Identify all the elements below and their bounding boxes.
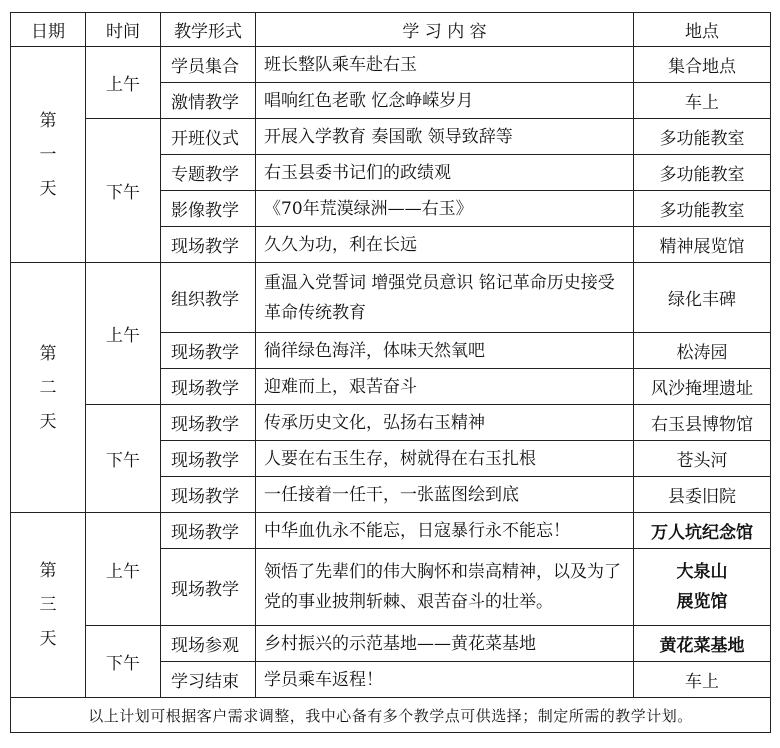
location-cell: 右玉县博物馆 <box>634 405 771 441</box>
half-day-label: 下午 <box>86 405 161 513</box>
day-label: 第三天 <box>11 513 86 698</box>
form-cell: 现场教学 <box>161 333 256 369</box>
content-cell: 右玉县委书记们的政绩观 <box>256 155 634 191</box>
content-cell: 领悟了先辈们的伟大胸怀和崇高精神，以及为了党的事业披荆斩棘、艰苦奋斗的壮举。 <box>256 549 634 626</box>
form-cell: 现场教学 <box>161 405 256 441</box>
location-cell: 松涛园 <box>634 333 771 369</box>
location-cell: 车上 <box>634 83 771 119</box>
footer-row <box>11 698 771 733</box>
form-cell: 激情教学 <box>161 83 256 119</box>
location-cell: 多功能教室 <box>634 155 771 191</box>
table-row <box>11 263 771 333</box>
header-location: 地点 <box>634 13 771 47</box>
header-row <box>11 13 771 47</box>
content-cell: 人要在右玉生存，树就得在右玉扎根 <box>256 441 634 477</box>
content-cell: 乡村振兴的示范基地——黄花菜基地 <box>256 626 634 662</box>
content-cell: 学员乘车返程！ <box>256 662 634 698</box>
location-cell: 黄花菜基地 <box>634 626 771 662</box>
location-text: 大泉山展览馆 <box>676 562 728 612</box>
table-row <box>11 626 771 662</box>
form-cell: 现场教学 <box>161 549 256 626</box>
content-cell: 班长整队乘车赴右玉 <box>256 47 634 83</box>
table-row <box>11 513 771 549</box>
form-cell: 现场教学 <box>161 477 256 513</box>
content-cell: 中华血仇永不能忘，日寇暴行永不能忘！ <box>256 513 634 549</box>
location-cell: 车上 <box>634 662 771 698</box>
half-day-label: 上午 <box>86 263 161 405</box>
content-cell: 唱响红色老歌 忆念峥嵘岁月 <box>256 83 634 119</box>
content-cell: 重温入党誓词 增强党员意识 铭记革命历史接受革命传统教育 <box>256 263 634 333</box>
form-cell: 开班仪式 <box>161 119 256 155</box>
header-form: 教学形式 <box>161 13 256 47</box>
table-row <box>11 405 771 441</box>
schedule-table <box>10 12 771 733</box>
form-cell: 影像教学 <box>161 191 256 227</box>
location-cell: 绿化丰碑 <box>634 263 771 333</box>
form-cell: 现场参观 <box>161 626 256 662</box>
location-cell: 集合地点 <box>634 47 771 83</box>
form-cell: 现场教学 <box>161 441 256 477</box>
form-cell: 组织教学 <box>161 263 256 333</box>
half-day-label: 上午 <box>86 47 161 119</box>
location-cell: 县委旧院 <box>634 477 771 513</box>
half-day-label: 上午 <box>86 513 161 626</box>
form-cell: 学员集合 <box>161 47 256 83</box>
form-cell: 现场教学 <box>161 513 256 549</box>
content-cell: 一任接着一任干，一张蓝图绘到底 <box>256 477 634 513</box>
form-cell: 学习结束 <box>161 662 256 698</box>
location-cell <box>634 549 771 626</box>
content-cell: 《70年荒漠绿洲——右玉》 <box>256 191 634 227</box>
location-cell: 多功能教室 <box>634 119 771 155</box>
day-label: 第一天 <box>11 47 86 263</box>
form-cell: 现场教学 <box>161 369 256 405</box>
table-row <box>11 119 771 155</box>
header-date: 日期 <box>11 13 86 47</box>
content-cell: 传承历史文化，弘扬右玉精神 <box>256 405 634 441</box>
header-content: 学 习 内 容 <box>256 13 634 47</box>
content-cell: 迎难而上，艰苦奋斗 <box>256 369 634 405</box>
day-label: 第二天 <box>11 263 86 513</box>
location-cell: 风沙掩埋遗址 <box>634 369 771 405</box>
content-cell: 徜徉绿色海洋，体味天然氧吧 <box>256 333 634 369</box>
location-cell: 苍头河 <box>634 441 771 477</box>
header-time: 时间 <box>86 13 161 47</box>
content-cell: 开展入学教育 奏国歌 领导致辞等 <box>256 119 634 155</box>
location-cell: 多功能教室 <box>634 191 771 227</box>
form-cell: 专题教学 <box>161 155 256 191</box>
form-cell: 现场教学 <box>161 227 256 263</box>
table-row <box>11 47 771 83</box>
footer-note: 以上计划可根据客户需求调整，我中心备有多个教学点可供选择；制定所需的教学计划。 <box>11 698 771 733</box>
content-cell: 久久为功，利在长远 <box>256 227 634 263</box>
half-day-label: 下午 <box>86 626 161 698</box>
location-cell: 万人坑纪念馆 <box>634 513 771 549</box>
location-cell: 精神展览馆 <box>634 227 771 263</box>
half-day-label: 下午 <box>86 119 161 263</box>
